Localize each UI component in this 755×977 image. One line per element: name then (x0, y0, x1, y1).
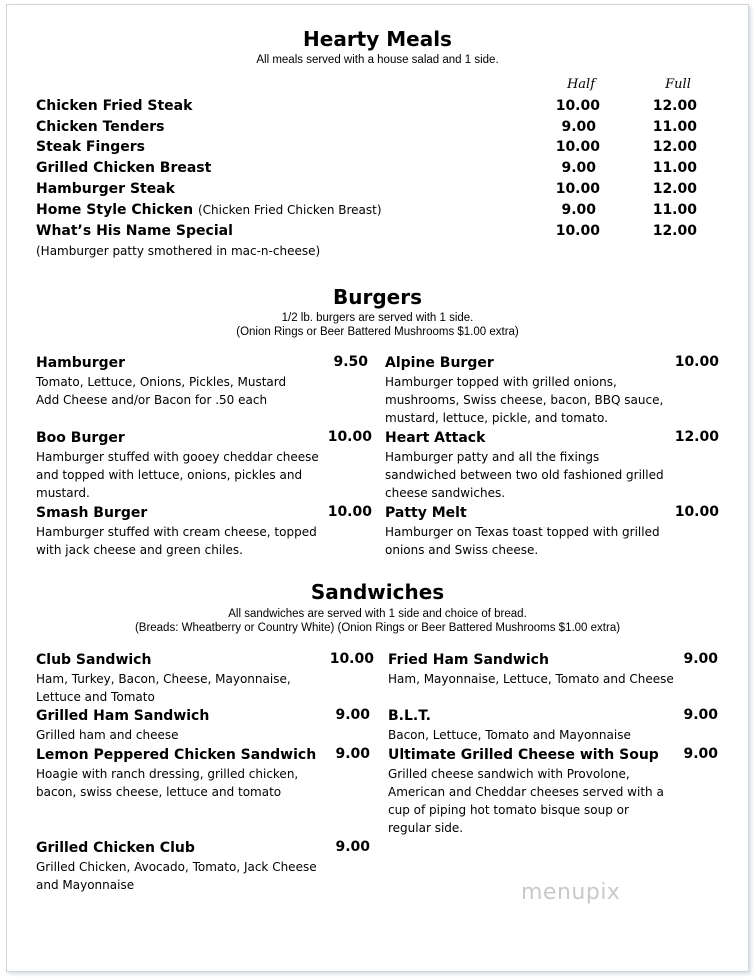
sandwich-grilled-ham (36, 707, 336, 744)
hearty-item-4-half: 10.00 (555, 181, 600, 197)
item-name: Smash Burger (36, 505, 148, 521)
item-name: Patty Melt (385, 505, 467, 521)
item-name: Heart Attack (385, 430, 486, 446)
sandwiches-subtitle-2: (Breads: Wheatberry or Country White) (Onion Rings or Beer Battered Mushrooms $1.00 extra) (134, 622, 621, 634)
burger-smash-price: 10.00 (327, 504, 372, 520)
item-desc: Ham, Mayonnaise, Lettuce, Tomato and Cheese (388, 672, 674, 686)
hearty-item-5-half: 9.00 (561, 202, 596, 218)
burger-patty-melt (385, 504, 685, 559)
hearty-item-0 (36, 98, 192, 114)
hearty-item-2 (36, 139, 145, 155)
item-name: Fried Ham Sandwich (388, 652, 549, 668)
hearty-item-5-full: 11.00 (652, 202, 697, 218)
hearty-item-1-full: 11.00 (652, 119, 697, 135)
half-column-header: Half (566, 77, 596, 92)
item-name: Grilled Chicken Breast (36, 160, 212, 176)
item-name: Hamburger Steak (36, 181, 175, 197)
full-column-header: Full (665, 77, 691, 92)
burgers-subtitle-2: (Onion Rings or Beer Battered Mushrooms $1.00 extra) (236, 326, 519, 338)
burger-alpine-price: 10.00 (674, 354, 719, 370)
item-name: Grilled Ham Sandwich (36, 708, 210, 724)
hearty-item-3 (36, 160, 211, 176)
burger-alpine (385, 354, 685, 427)
burgers-subtitle-1: 1/2 lb. burgers are served with 1 side. (281, 312, 474, 324)
item-name: B.L.T. (388, 708, 431, 724)
hearty-item-2-full: 12.00 (652, 139, 697, 155)
item-desc: Hoagie with ranch dressing, grilled chicken, bacon, swiss cheese, lettuce and tomato (36, 767, 299, 799)
item-desc: Hamburger on Texas toast topped with grilled onions and Swiss cheese. (385, 525, 660, 557)
hearty-item-0-full: 12.00 (652, 98, 697, 114)
hearty-item-6 (36, 223, 233, 239)
sandwich-fried-ham-price: 9.00 (683, 651, 718, 667)
item-desc: Hamburger topped with grilled onions, mushrooms, Swiss cheese, bacon, BBQ sauce, mustard, lettuce, pickle, and tomato. (385, 375, 664, 425)
burgers-title: Burgers (333, 285, 422, 309)
burger-patty-melt-price: 10.00 (674, 504, 719, 520)
burger-smash (36, 504, 336, 559)
hearty-item-2-half: 10.00 (555, 139, 600, 155)
hearty-item-3-full: 11.00 (652, 160, 697, 176)
item-desc: Bacon, Lettuce, Tomato and Mayonnaise (388, 728, 631, 742)
hearty-meals-subtitle: All meals served with a house salad and 1 side. (256, 54, 499, 66)
item-name: Grilled Chicken Club (36, 840, 195, 856)
item-note: (Chicken Fried Chicken Breast) (197, 203, 382, 217)
burger-hamburger (36, 354, 336, 409)
hearty-item-4-full: 12.00 (652, 181, 697, 197)
burger-boo (36, 429, 336, 502)
item-name: Steak Fingers (36, 139, 145, 155)
sandwich-ultimate-grilled-cheese-price: 9.00 (683, 746, 718, 762)
burger-heart-attack (385, 429, 685, 502)
sandwich-grilled-ham-price: 9.00 (335, 707, 370, 723)
item-name: Alpine Burger (385, 355, 494, 371)
sandwich-club (36, 651, 336, 706)
item-name: Home Style Chicken (36, 202, 194, 218)
special-note: (Hamburger patty smothered in mac-n-cheese) (36, 244, 321, 258)
item-name: Chicken Fried Steak (36, 98, 193, 114)
hearty-item-6-full: 12.00 (652, 223, 697, 239)
sandwich-blt-price: 9.00 (683, 707, 718, 723)
item-name: Boo Burger (36, 430, 125, 446)
item-desc: Ham, Turkey, Bacon, Cheese, Mayonnaise, Lettuce and Tomato (36, 672, 291, 704)
sandwiches-title: Sandwiches (310, 580, 445, 604)
hearty-item-0-half: 10.00 (555, 98, 600, 114)
burger-hamburger-price: 9.50 (333, 354, 368, 370)
sandwich-grilled-chicken-club (36, 839, 336, 894)
sandwiches-subtitle-1: All sandwiches are served with 1 side and choice of bread. (228, 608, 527, 620)
sandwich-blt (388, 707, 688, 744)
sandwich-club-price: 10.00 (329, 651, 374, 667)
item-desc: Tomato, Lettuce, Onions, Pickles, Mustard Add Cheese and/or Bacon for .50 each (36, 375, 287, 407)
item-desc: Grilled ham and cheese (36, 728, 179, 742)
hearty-item-3-half: 9.00 (561, 160, 596, 176)
item-name: Lemon Peppered Chicken Sandwich (36, 747, 317, 763)
hearty-item-5 (36, 202, 382, 218)
burger-heart-attack-price: 12.00 (674, 429, 719, 445)
item-desc: Grilled Chicken, Avocado, Tomato, Jack Cheese and Mayonnaise (36, 860, 317, 892)
sandwich-ultimate-grilled-cheese (388, 746, 688, 837)
hearty-item-1 (36, 119, 165, 135)
hearty-meals-title: Hearty Meals (303, 27, 452, 51)
item-name: Club Sandwich (36, 652, 152, 668)
item-desc: Hamburger stuffed with cream cheese, topped with jack cheese and green chiles. (36, 525, 317, 557)
item-desc: Hamburger stuffed with gooey cheddar cheese and topped with lettuce, onions, pickles and mustard. (36, 450, 319, 500)
item-name: Chicken Tenders (36, 119, 165, 135)
hearty-item-1-half: 9.00 (561, 119, 596, 135)
sandwich-grilled-chicken-club-price: 9.00 (335, 839, 370, 855)
item-name: What’s His Name Special (36, 223, 233, 239)
item-name: Hamburger (36, 355, 126, 371)
sandwich-fried-ham (388, 651, 688, 688)
hearty-item-6-half: 10.00 (555, 223, 600, 239)
item-desc: Hamburger patty and all the fixings sandwiched between two old fashioned grilled cheese sandwiches. (385, 450, 664, 500)
burger-boo-price: 10.00 (327, 429, 372, 445)
sandwich-lemon-pepper-price: 9.00 (335, 746, 370, 762)
item-name: Ultimate Grilled Cheese with Soup (388, 747, 659, 763)
sandwich-lemon-pepper (36, 746, 336, 801)
hearty-item-4 (36, 181, 175, 197)
menupix-watermark: menupix (521, 880, 621, 905)
item-desc: Grilled cheese sandwich with Provolone, American and Cheddar cheeses served with a cup of piping hot tomato bisque soup or regular side. (388, 767, 664, 835)
